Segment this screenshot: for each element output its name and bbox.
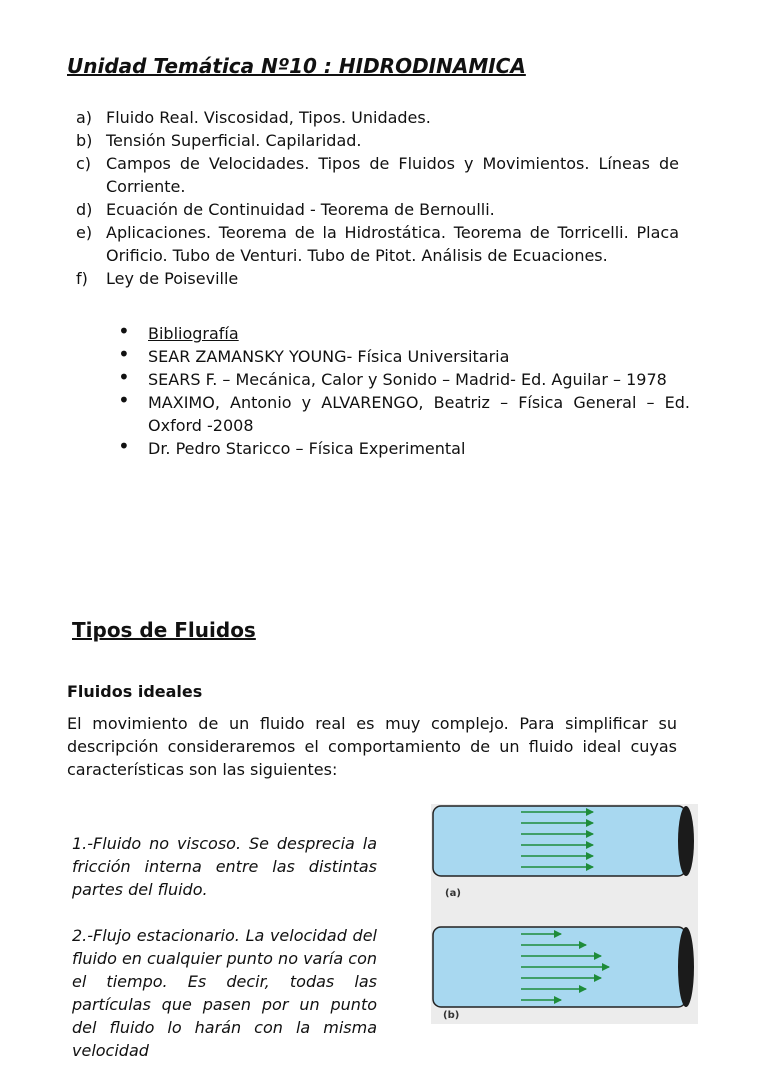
- list-marker: b): [76, 131, 93, 150]
- property-item: 1.-Fluido no viscoso. Se desprecia la fricción interna entre las distintas partes del fluido.: [72, 834, 377, 899]
- list-item: [76, 106, 679, 129]
- bibliography-item-text: SEAR ZAMANSKY YOUNG- Física Universitaria: [148, 347, 510, 366]
- list-item-text: Tensión Superficial. Capilaridad.: [106, 131, 362, 150]
- bibliography-heading-text: Bibliografía: [148, 324, 239, 343]
- flow-figure: [431, 804, 698, 1024]
- bibliography-item: [118, 388, 690, 437]
- figure-label-b: (b): [443, 1010, 460, 1021]
- list-marker: f): [76, 269, 88, 288]
- intro-paragraph: El movimiento de un fluido real es muy complejo. Para simplificar su descripción consideraremos el comportamiento de un fluido ideal cuyas características son las siguientes:: [67, 714, 677, 779]
- list-marker: c): [76, 154, 92, 173]
- pipe-a-body: [433, 806, 686, 876]
- bullet-icon: •: [118, 365, 130, 389]
- properties-list: [72, 832, 377, 1085]
- bullet-icon: •: [118, 388, 130, 412]
- bullet-icon: •: [118, 434, 130, 458]
- list-item: [76, 129, 679, 152]
- page-title: Unidad Temática Nº10 : HIDRODINAMICA: [67, 54, 526, 78]
- bullet-icon: •: [118, 319, 130, 343]
- bibliography-item-text: MAXIMO, Antonio y ALVARENGO, Beatriz – Física General – Ed. Oxford -2008: [148, 393, 690, 435]
- bibliography-item-text: Dr. Pedro Staricco – Física Experimental: [148, 439, 466, 458]
- flow-diagram: [431, 804, 698, 1024]
- pipe-b-end: [678, 927, 694, 1007]
- list-item-text: Aplicaciones. Teorema de la Hidrostática. Teorema de Torricelli. Placa Orificio. Tubo de Venturi. Tubo de Pitot. Análisis de Ecuaciones.: [106, 223, 679, 265]
- bibliography-heading: [118, 319, 690, 345]
- list-marker: d): [76, 200, 93, 219]
- list-item: [76, 221, 679, 267]
- list-item: [76, 198, 679, 221]
- section-subtitle: Fluidos ideales: [67, 682, 203, 701]
- bibliography-item: [118, 342, 690, 368]
- topics-list: [76, 106, 679, 290]
- pipe-a: [433, 806, 694, 876]
- section-title: Tipos de Fluidos: [72, 618, 256, 642]
- list-item-text: Campos de Velocidades. Tipos de Fluidos y Movimientos. Líneas de Corriente.: [106, 154, 679, 196]
- bibliography-item: [118, 365, 690, 391]
- list-item: [76, 267, 679, 290]
- list-item: [76, 152, 679, 198]
- bibliography-list: [118, 319, 690, 460]
- list-item-text: Ecuación de Continuidad - Teorema de Bernoulli.: [106, 200, 495, 219]
- bullet-icon: •: [118, 342, 130, 366]
- list-marker: e): [76, 223, 93, 242]
- figure-label-a: (a): [445, 888, 461, 899]
- list-marker: a): [76, 108, 93, 127]
- pipe-b: [433, 927, 694, 1007]
- bibliography-item: [118, 434, 690, 460]
- pipe-a-end: [678, 806, 694, 876]
- list-item-text: Ley de Poiseville: [106, 269, 239, 288]
- property-item: 2.-Flujo estacionario. La velocidad del fluido en cualquier punto no varía con el tiempo. Es decir, todas las partículas que pasen por un punto del fluido lo harán con la misma velocidad: [72, 926, 377, 1060]
- bibliography-item-text: SEARS F. – Mecánica, Calor y Sonido – Madrid- Ed. Aguilar – 1978: [148, 370, 667, 389]
- list-item-text: Fluido Real. Viscosidad, Tipos. Unidades.: [106, 108, 431, 127]
